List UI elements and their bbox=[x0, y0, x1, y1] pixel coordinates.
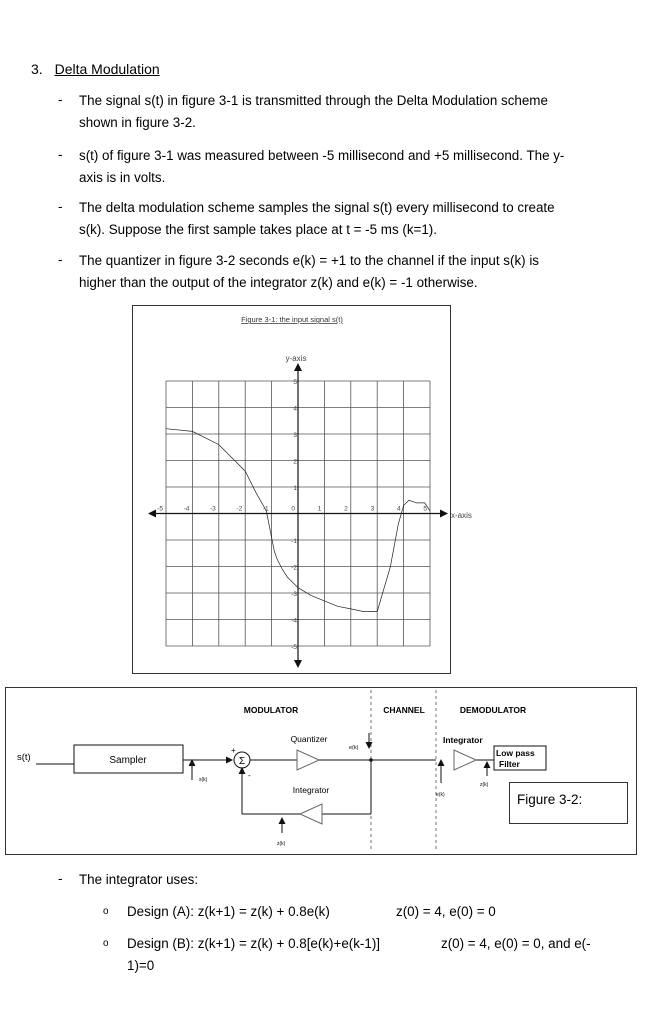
x-tick-label: 4 bbox=[396, 505, 401, 513]
demod-integrator-triangle bbox=[454, 750, 476, 770]
channel-label: CHANNEL bbox=[383, 705, 425, 715]
x-axis-arrow-right bbox=[440, 510, 448, 518]
y-axis-arrow-up bbox=[294, 363, 302, 371]
y-tick-label: -5 bbox=[291, 644, 297, 651]
signal-chart bbox=[133, 306, 472, 673]
modulator-label: MODULATOR bbox=[243, 705, 299, 715]
minus-sign: - bbox=[248, 771, 251, 780]
chart-axes bbox=[148, 363, 448, 668]
x-tick-label: -1 bbox=[262, 505, 269, 513]
x-tick-label: -2 bbox=[236, 505, 243, 513]
y-tick-label: -1 bbox=[291, 538, 297, 545]
y-tick-label: -4 bbox=[291, 617, 297, 625]
bullet-4-line-2: higher than the output of the integrator z(k) and e(k) = -1 otherwise. bbox=[79, 275, 478, 290]
section-number: 3. bbox=[31, 61, 43, 77]
x-tick-label: -5 bbox=[157, 505, 163, 513]
design-b-bullet: o bbox=[103, 938, 109, 949]
plus-sign: + bbox=[231, 746, 236, 755]
bullet-dash: - bbox=[58, 252, 63, 267]
bullet-3-line-1: The delta modulation scheme samples the signal s(t) every millisecond to create bbox=[79, 200, 555, 215]
chart-title: Figure 3-1: the input signal s(t) bbox=[241, 315, 343, 324]
integrator-triangle bbox=[300, 804, 322, 824]
sampler-label: Sampler bbox=[109, 755, 147, 766]
y-tick-label: 3 bbox=[293, 432, 297, 439]
design-a-bullet: o bbox=[103, 906, 109, 917]
lowpass-label-2: Filter bbox=[499, 759, 520, 769]
bullet-dash: - bbox=[58, 871, 63, 886]
design-b-init-cont: 1)=0 bbox=[127, 958, 155, 973]
demodulator-label: DEMODULATOR bbox=[459, 705, 527, 715]
zk-label: z(k) bbox=[277, 841, 286, 847]
integrator-intro: The integrator uses: bbox=[79, 872, 199, 887]
x-axis-label: x-axis bbox=[451, 511, 472, 520]
figure-3-1 bbox=[132, 305, 472, 674]
section-heading bbox=[31, 61, 160, 77]
bullet-4-line-1: The quantizer in figure 3-2 seconds e(k) = +1 to the channel if the input s(k) is bbox=[79, 253, 539, 268]
bullet-dash: - bbox=[58, 147, 63, 162]
ek-label: e(k) bbox=[349, 745, 359, 751]
bullet-3-line-2: s(k). Suppose the first sample takes place at t = -5 ms (k=1). bbox=[79, 222, 437, 237]
bullet-2 bbox=[79, 145, 615, 189]
demod-zk-label: z(k) bbox=[480, 782, 489, 788]
x-tick-label: 2 bbox=[344, 505, 348, 513]
y-axis-arrow-down bbox=[294, 660, 302, 668]
sk-label: s(k) bbox=[199, 777, 208, 783]
design-a-formula: Design (A): z(k+1) = z(k) + 0.8e(k) bbox=[127, 904, 330, 919]
design-b-init: z(0) = 4, e(0) = 0, and e(- bbox=[441, 936, 591, 951]
y-tick-label: 2 bbox=[293, 458, 297, 466]
bullet-2-line-1: s(t) of figure 3-1 was measured between -5 millisecond and +5 millisecond. The y- bbox=[79, 148, 565, 163]
integrator-label: Integrator bbox=[292, 785, 330, 795]
x-tick-label: 5 bbox=[423, 505, 427, 513]
x-tick-label: 3 bbox=[370, 505, 375, 513]
demod-ek-label: e(k) bbox=[436, 792, 445, 798]
lowpass-label-1: Low pass bbox=[496, 748, 535, 758]
figure-3-2-caption bbox=[509, 782, 628, 824]
bullet-dash: - bbox=[58, 199, 63, 214]
y-axis-label: y-axis bbox=[285, 354, 307, 363]
bullet-2-line-2: axis is in volts. bbox=[79, 170, 166, 185]
bullet-1 bbox=[79, 90, 615, 134]
y-tick-label: 5 bbox=[293, 379, 297, 386]
y-tick-label: 4 bbox=[293, 405, 297, 413]
design-a-init: z(0) = 4, e(0) = 0 bbox=[396, 904, 496, 919]
design-b-formula: Design (B): z(k+1) = z(k) + 0.8[e(k)+e(k-1)] bbox=[127, 936, 381, 951]
x-tick-label: 0 bbox=[291, 505, 295, 513]
bullet-dash: - bbox=[58, 92, 63, 107]
bullet-1-line-2: shown in figure 3-2. bbox=[79, 115, 196, 130]
demod-integrator-label: Integrator bbox=[443, 735, 483, 745]
input-label: s(t) bbox=[17, 752, 31, 763]
section-title: Delta Modulation bbox=[54, 61, 160, 77]
x-tick-label: -4 bbox=[183, 505, 190, 513]
x-tick-label: 1 bbox=[317, 505, 322, 513]
bullet-4 bbox=[79, 250, 615, 294]
quantizer-triangle bbox=[297, 750, 319, 770]
y-tick-label: -3 bbox=[291, 591, 297, 598]
chart-ticks bbox=[157, 379, 427, 651]
y-tick-label: -2 bbox=[291, 564, 297, 572]
figure-3-2 bbox=[5, 687, 637, 855]
quantizer-label: Quantizer bbox=[290, 734, 328, 744]
sigma-label: Σ bbox=[238, 756, 246, 767]
x-axis-arrow-left bbox=[148, 510, 156, 518]
bullet-3 bbox=[79, 197, 615, 241]
figure-3-2-label: Figure 3-2: bbox=[517, 792, 583, 807]
delta-mod-diagram bbox=[6, 688, 636, 854]
bullet-1-line-1: The signal s(t) in figure 3-1 is transmitted through the Delta Modulation scheme bbox=[79, 93, 548, 108]
x-tick-label: -3 bbox=[210, 505, 216, 513]
y-tick-label: 1 bbox=[293, 485, 297, 492]
